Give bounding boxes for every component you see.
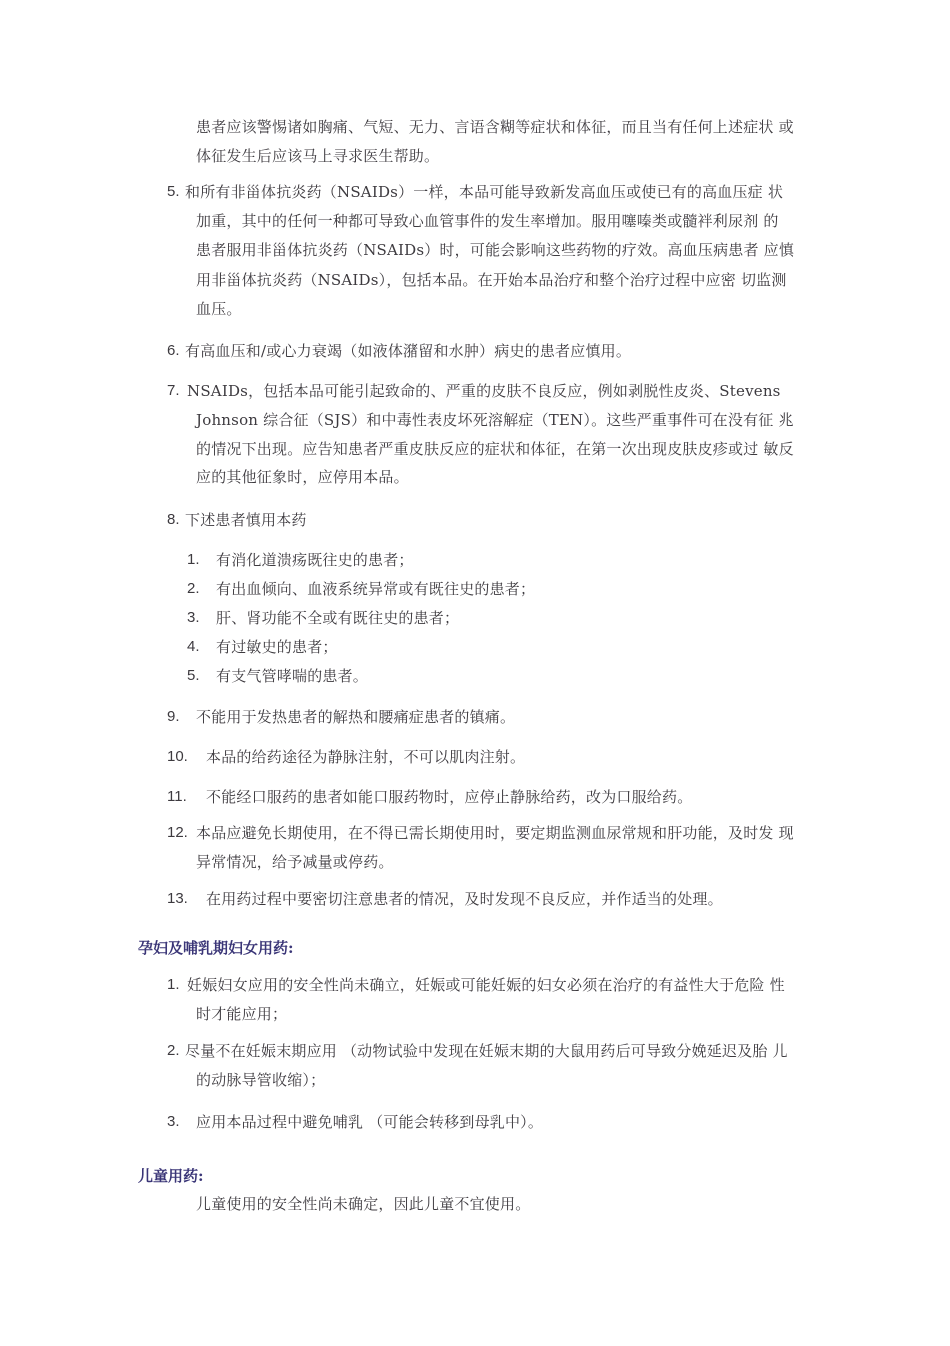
item-number: 9. — [167, 708, 180, 725]
pregnancy-item-2-line-2: 的动脉导管收缩）； — [196, 1071, 326, 1089]
carryover-line-1: 患者应该警惕诸如胸痛、气短、无力、言语含糊等症状和体征，而且当有任何上述症状 或 — [196, 118, 794, 136]
subitem-number: 5. — [187, 667, 200, 684]
item-number: 13. — [167, 890, 188, 907]
item-13-line-1: 在用药过程中要密切注意患者的情况，及时发现不良反应，并作适当的处理。 — [206, 890, 723, 908]
subitem-number: 1. — [187, 551, 200, 568]
subitem-number: 2. — [187, 580, 200, 597]
pregnancy-item-2-line-1: 尽量不在妊娠末期应用 （动物试验中发现在妊娠末期的大鼠用药后可导致分娩延迟及胎 儿 — [185, 1042, 788, 1060]
pregnancy-item-1-line-1: 妊娠妇女应用的安全性尚未确立，妊娠或可能妊娠的妇女必须在治疗的有益性大于危险 性 — [187, 976, 785, 994]
item-6-line-1: 有高血压和/或心力衰竭（如液体潴留和水肿）病史的患者应慎用。 — [185, 342, 632, 360]
item-12-line-2: 异常情况，给予减量或停药。 — [196, 853, 394, 871]
item-8-line-1: 下述患者慎用本药 — [185, 511, 307, 529]
subitem-text: 有消化道溃疡既往史的患者； — [216, 551, 414, 569]
item-5-line-1: 和所有非甾体抗炎药（NSAIDs）一样，本品可能导致新发高血压或使已有的高血压症 状 — [185, 183, 784, 201]
item-7-line-2: Johnson 综合征（SJS）和中毒性表皮坏死溶解症（TEN）。这些严重事件可在没有征 兆 — [196, 411, 794, 429]
item-5-line-5: 血压。 — [196, 300, 242, 318]
item-number: 12. — [167, 824, 188, 841]
pregnancy-item-3-line-1: 应用本品过程中避免哺乳 （可能会转移到母乳中）。 — [196, 1113, 544, 1131]
item-number: 5. — [167, 183, 180, 200]
subitem-text: 肝、肾功能不全或有既往史的患者； — [216, 609, 460, 627]
subitem-text: 有支气管哮喘的患者。 — [216, 667, 369, 685]
carryover-line-2: 体征发生后应该马上寻求医生帮助。 — [196, 147, 440, 165]
children-heading: 儿童用药: — [138, 1167, 204, 1185]
children-text: 儿童使用的安全性尚未确定，因此儿童不宜使用。 — [196, 1195, 531, 1213]
subitem-text: 有出血倾向、血液系统异常或有既往史的患者； — [216, 580, 536, 598]
subitem-number: 3. — [187, 609, 200, 626]
item-10-line-1: 本品的给药途径为静脉注射，不可以肌肉注射。 — [206, 748, 526, 766]
subitem-number: 4. — [187, 638, 200, 655]
item-number: 7. — [167, 382, 180, 399]
item-5-line-3: 患者服用非甾体抗炎药（NSAIDs）时，可能会影响这些药物的疗效。高血压病患者 应慎 — [196, 241, 795, 259]
item-number: 1. — [167, 976, 180, 993]
item-11-line-1: 不能经口服药的患者如能口服药物时，应停止静脉给药，改为口服给药。 — [206, 788, 693, 806]
item-number: 3. — [167, 1113, 180, 1130]
item-7-line-3: 的情况下出现。应告知患者严重皮肤反应的症状和体征，在第一次出现皮肤皮疹或过 敏反 — [196, 440, 794, 458]
item-number: 11. — [167, 788, 187, 805]
item-5-line-4: 用非甾体抗炎药（NSAIDs），包括本品。在开始本品治疗和整个治疗过程中应密 切监测 — [196, 271, 787, 289]
pregnancy-item-1-line-2: 时才能应用； — [196, 1005, 288, 1023]
item-7-line-1: NSAIDs，包括本品可能引起致命的、严重的皮肤不良反应，例如剥脱性皮炎、Stevens — [187, 382, 781, 400]
item-7-line-4: 应的其他征象时，应停用本品。 — [196, 468, 409, 486]
subitem-text: 有过敏史的患者； — [216, 638, 338, 656]
item-number: 8. — [167, 511, 180, 528]
item-number: 2. — [167, 1042, 180, 1059]
item-9-line-1: 不能用于发热患者的解热和腰痛症患者的镇痛。 — [196, 708, 516, 726]
pregnancy-heading: 孕妇及哺乳期妇女用药: — [138, 939, 294, 957]
item-number: 10. — [167, 748, 188, 765]
item-12-line-1: 本品应避免长期使用，在不得已需长期使用时，要定期监测血尿常规和肝功能，及时发 现 — [196, 824, 794, 842]
item-number: 6. — [167, 342, 180, 359]
item-5-line-2: 加重，其中的任何一种都可导致心血管事件的发生率增加。服用噻嗪类或髓袢利尿剂 的 — [196, 212, 779, 230]
